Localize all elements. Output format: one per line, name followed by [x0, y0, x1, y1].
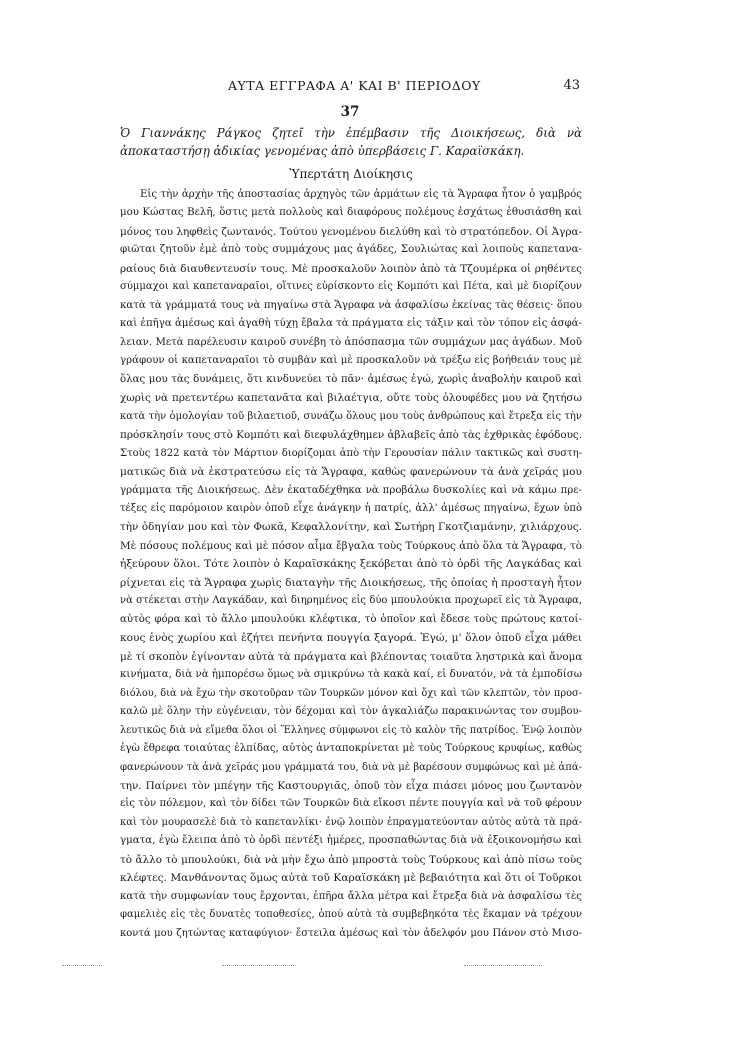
- body-line: ρίχνεται εἰς τὰ Ἄγραφα χωρὶς διαταγὴν τῆς Διοικήσεως, τῆς ὁποίας ἡ προσταγὴ ἦτον: [120, 576, 582, 589]
- body-line: φαμελιὲς εἰς τὲς δυνατὲς τοποθεσίες, ὁπού αὐτὰ τὰ συμβεβηκότα τὲς ἔκαμαν νὰ τρέχουν: [120, 909, 582, 921]
- body-line: εἰς τὸν πόλεμον, καὶ τὸν δίδει τῶν Τουρκῶν διὰ εἴκοσι πέντε πουγγία καὶ νὰ τοῦ φέρουν: [120, 798, 582, 810]
- page-number: 43: [563, 78, 580, 93]
- body-line: ὅλας μου τὰς δυνάμεις, ὅτι κινδυνεύει τὸ πᾶν· ἀμέσως ἐγώ, χωρὶς ἀναβολὴν καιροῦ καὶ: [120, 373, 582, 385]
- body-line: χωρὶς νὰ πρετεντέρω καπετανᾶτα καὶ βιλαέτγια, οὔτε τοὺς ὁλουφέδες μου νὰ ζητήσω: [120, 392, 582, 405]
- body-line: την. Παίρνει τὸν μπέγην τῆς Καστουργιᾶς, ὁποῦ τὸν εἶχα πιάσει μόνος μου ζωντανὸν: [120, 780, 582, 792]
- running-header: [120, 72, 580, 94]
- body-line: ραίους διὰ διαυθεντευσίν τους. Μὲ προσκαλοῦν λοιπὸν ἀπὸ τὰ Τζουμέρκα οἱ ρηθέντες: [120, 262, 582, 275]
- body-line: ἠξεύρουν ὅλοι. Τότε λοιπὸν ὁ Καραϊσκάκης ξεκόβεται ἀπὸ τὸ ὀρδὶ τῆς Λαγκάδας καὶ: [120, 558, 582, 571]
- body-line: νὰ στέκεται στὴν Λαγκάδαν, καὶ διηρημένος εἰς δύο μπουλούκια προχωρεῖ εἰς τὰ Ἄγραφα,: [120, 595, 582, 607]
- body-line: γράμματα τῆς Διοικήσεως. Δὲν ἐκαταδέχθηκα νὰ προβάλω δυσκολίες καὶ νὰ κάμω πρε-: [120, 484, 582, 496]
- body-line: κατὰ τὴν συμφωνίαν τους ἔρχονται, ἐπῆρα ἄλλα μέτρα καὶ ἔτρεξα διὰ νὰ ἀσφαλίσω τὲς: [120, 890, 582, 902]
- body-line: κλέφτες. Μανθάνοντας ὅμως αὐτὰ τοῦ Καραϊσκάκη μὲ βεβαιότητα καὶ ὅτι οἱ Τοῦρκοι: [120, 872, 582, 885]
- salutation: Ὑπερτάτη Διοίκησις: [289, 167, 413, 181]
- body-line: λειαν. Μετὰ παρέλευσιν καιροῦ συνέβη τὸ ἀπόσπασμα τῶν συμμάχων μας ἀγάδων. Μοῦ: [120, 336, 582, 348]
- body-line: φανερώνουν τὰ ἀνὰ χεῖράς μου γράμματά του, διὰ νὰ μὲ βαρέσουν συμφώνως καὶ μὲ ἀπά-: [120, 761, 582, 773]
- body-line: κινήματα, διὰ νὰ ἠμπορέσω ὅμως νὰ σμικρύνω τὰ κακὰ καί, εἰ δυνατόν, νὰ τὰ ἐμποδίσω: [120, 669, 582, 681]
- body-line: καὶ τὸν μουρασελὲ διὰ τὸ καπετανλίκι· ἐνῷ λοιπὸν ἐπραγματεύονταν αὐτὸς αὐτὰ τὰ πρά-: [120, 816, 582, 828]
- body-line: κατὰ τὴν ὁμολογίαν τοῦ βιλαετιοῦ, συνάζω ὅλους μου τοὺς ἀνθρώπους καὶ ἔτρεξα εἰς τὴν: [120, 410, 582, 422]
- body-line: Εἰς τὴν ἀρχὴν τῆς ἀποστασίας ἀρχηγὸς τῶν ἁρμάτων εἰς τὰ Ἄγραφα ἦτον ὁ γαμβρός: [140, 189, 582, 200]
- footer-divider-middle: [222, 965, 296, 966]
- body-line: κους ἑνὸς χωρίου καὶ ἐζήτει πενήντα πουγγία ξαγορά. Ἐγώ, μ' ὅλον ὁποῦ εἶχα μάθει: [120, 632, 582, 645]
- body-line: τέξες εἰς παρόμοιον καιρὸν ὁποῦ εἶχε ἀνάγκην ἡ πατρίς, ἀλλ' ἀμέσως πηγαίνω, ἔχων ὑπὸ: [120, 502, 582, 514]
- body-line: πρόσκλησίν τους στὸ Κομπότι καὶ διεφυλάχθημεν ἀβλαβεῖς ἀπὸ τὰς ἐχθρικὰς ἐφόδους.: [120, 429, 582, 442]
- body-line: γράφουν οἱ καπεταναραῖοι τὸ συμβὰν καὶ μὲ προσκαλοῦν νὰ τρέξω εἰς βοήθειάν τους μὲ: [120, 355, 582, 367]
- body-line: ματικῶς διὰ νὰ ἐκστρατεύσω εἰς τὰ Ἄγραφα, καθὼς φανερώνουν τὰ ἀνὰ χεῖράς μου: [120, 466, 582, 479]
- body-line: λευτικῶς διὰ νὰ εἴμεθα ὅλοι οἱ Ἕλληνες σύμφωνοι εἰς τὸ καλὸν τῆς πατρίδος. Ἐνῷ λοιπὸν: [120, 724, 582, 736]
- body-line: διόλου, διὰ νὰ ἔχω τὴν σκοτοῦραν τῶν Τουρκῶν μόνον καὶ ὄχι καὶ τῶν κλεπτῶν, τὸν προσ-: [120, 687, 582, 699]
- body-line: φιῶται ζητοῦν ἐμὲ ἀπὸ τοὺς συμμάχους μας ἀγάδες, Σουλιώτας καὶ λοιποὺς καπετανα-: [120, 244, 582, 256]
- body-line: καὶ ἐπῆγα ἀμέσως καὶ ἀγαθὴ τύχῃ ἔβαλα τὰ πράγματα εἰς τάξιν καὶ τὸν τόπον εἰς ἀσφά-: [120, 318, 582, 330]
- footer-divider-right: [464, 965, 542, 966]
- document-summary: Ὁ Γιαννάκης Ράγκος ζητεῖ τὴν ἐπέμβασιν τῆς Διοικήσεως, διὰ νὰ ἀποκαταστήσῃ ἀδικίας γενομένας ἀπὸ ὑπερβάσεις Γ. Καραϊσκάκη.: [120, 126, 582, 158]
- document-number: 37: [340, 104, 360, 120]
- body-line: ἐγὼ ἔθρεφα τοιαύτας ἐλπίδας, αὐτὸς ἀνταποκρίνεται μὲ τοὺς Τούρκους κρυφίως, καθὼς: [120, 743, 582, 755]
- body-line: σύμμαχοι καὶ καπεταναραῖοι, οἵτινες εὑρίσκοντο εἰς Κομπότι καὶ Πέτα, καὶ μὲ διορίζουν: [120, 281, 582, 293]
- body-line: τὸ ἄλλο τὸ μπουλούκι, διὰ νὰ μὴν ἔχω ἀπὸ μπροστὰ τοὺς Τούρκους καὶ ἀπὸ πίσω τοὺς: [120, 853, 582, 866]
- body-line: τὴν ὁδηγίαν μου καὶ τὸν Φωκᾶ, Κεφαλλονίτην, καὶ Σωτήρη Γκοτζιαμάνην, χιλιάρχους.: [120, 521, 582, 534]
- body-text: [120, 186, 582, 943]
- body-line: Μὲ πόσους πολέμους καὶ μὲ πόσον αἷμα ἔβγαλα τοὺς Τούρκους ἀπὸ ὅλα τὰ Ἄγραφα, τὸ: [120, 539, 582, 552]
- body-line: Στοὺς 1822 κατὰ τὸν Μάρτιον διορίζομαι ἀπὸ τὴν Γερουσίαν πάλιν τακτικῶς καὶ συστη-: [120, 447, 582, 459]
- body-line: μου Κώστας Βελῆ, ὅστις μετὰ πολλοὺς καὶ διαφόρους πολέμους ἐσχάτως ἐθυσιάσθη καὶ: [120, 207, 582, 219]
- running-title: ΑΥΤΑ ΕΓΓΡΑΦΑ Α' ΚΑΙ Β' ΠΕΡΙΟΔΟΥ: [228, 78, 481, 93]
- body-line: κοντά μου ζητώντας καταφύγιον· ἔστειλα ἀμέσως καὶ τὸν ἀδελφόν μου Πάνον στὸ Μισο-: [120, 927, 582, 939]
- body-line: καλῶ μὲ ὅλην τὴν εὐγένειαν, τὸν δέχομαι καὶ τὸν ἀγκαλιάζω παρακινώντας τον συμβου-: [120, 706, 582, 718]
- body-line: αὐτὸς φόρα καὶ τὸ ἄλλο μπουλούκι κλέφτικα, τὸ ὁποῖον καὶ ἔδεσε τοὺς πρώτους κατοί-: [120, 613, 582, 625]
- body-line: γματα, ἐγὼ ἔλειπα ἀπὸ τὸ ὀρδὶ πεντέξι ἡμέρες, προσπαθώντας διὰ νὰ ἐξοικονομήσω καὶ: [120, 835, 582, 847]
- footer-divider-left: [62, 965, 102, 966]
- body-line: μόνος του ληφθεὶς ζωντανός. Τούτου γενομένου διελύθη καὶ τὸ στρατόπεδον. Οἱ Ἀγρα-: [120, 225, 582, 238]
- body-line: μὲ τί σκοπὸν ἐγίνονταν αὐτὰ τὰ πράγματα καὶ βλέποντας τοιαῦτα ληστρικὰ καὶ ἄνομα: [120, 650, 582, 663]
- body-line: κατὰ τὰ γράμματά τους νὰ πηγαίνω στὰ Ἄγραφα νὰ ἀσφαλίσω ἐκείνας τὰς θέσεις· ὅπου: [120, 299, 582, 311]
